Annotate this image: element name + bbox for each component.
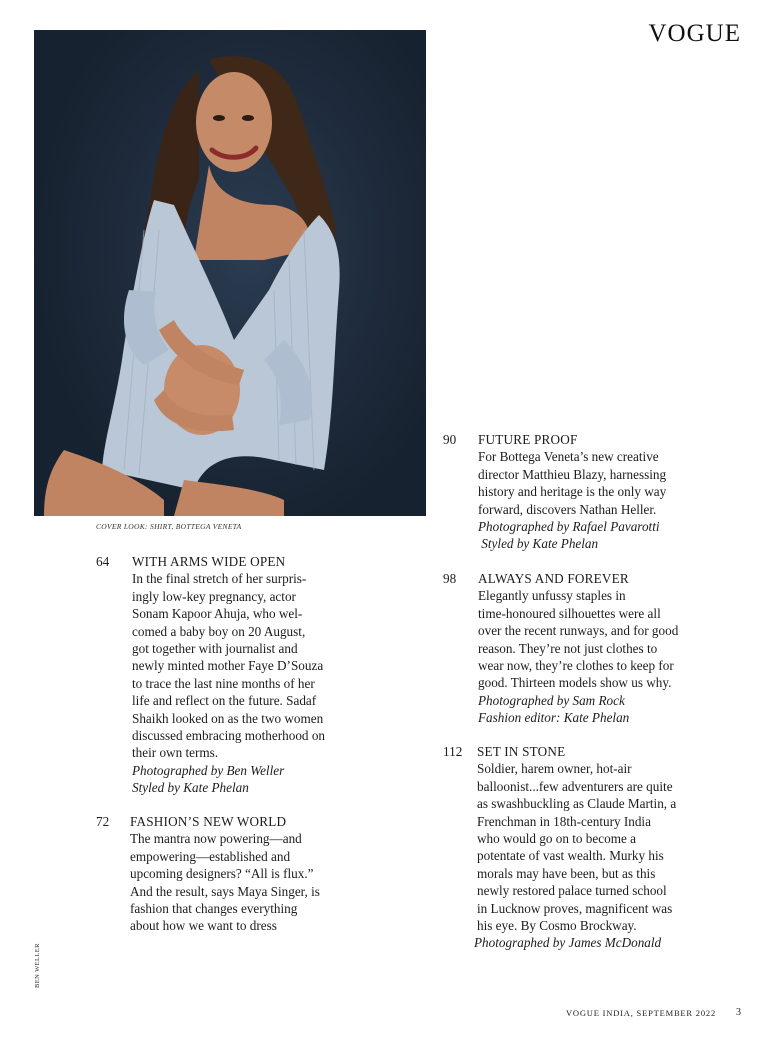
vogue-masthead: VOGUE [648, 20, 741, 47]
footer-issue: VOGUE INDIA, SEPTEMBER 2022 [565, 1008, 716, 1018]
toc-line: newly restored palace turned school [477, 883, 667, 899]
toc-line: Soldier, harem owner, hot-air [477, 761, 632, 777]
toc-page-number: 64 [96, 554, 110, 569]
toc-line: comed a baby boy on 20 August, [132, 623, 306, 639]
cover-photo [34, 30, 426, 516]
toc-line: wear now, they’re clothes to keep for [478, 658, 674, 674]
toc-line: In the final stretch of her surpris- [132, 571, 307, 587]
toc-line: director Matthieu Blazy, harnessing [478, 466, 667, 482]
toc-line: fashion that changes everything [130, 901, 298, 917]
toc-line: empowering—established and [130, 848, 291, 864]
toc-title: FUTURE PROOF [478, 432, 578, 447]
toc-line: potentate of vast wealth. Murky his [477, 848, 664, 864]
toc-line: their own terms. [132, 745, 219, 761]
toc-credit: Photographed by Sam Rock [478, 692, 625, 708]
toc-page-number: 98 [443, 571, 457, 586]
toc-credit: Styled by Kate Phelan [132, 780, 249, 796]
toc-line: For Bottega Veneta’s new creative [478, 449, 659, 465]
toc-line: history and heritage is the only way [478, 484, 667, 500]
toc-page-number: 90 [443, 432, 457, 447]
footer-page-number: 3 [736, 1007, 741, 1018]
toc-title: FASHION’S NEW WORLD [130, 814, 287, 829]
toc-page-number: 72 [96, 814, 110, 829]
toc-line: discussed embracing motherhood on [132, 728, 326, 744]
toc-line: time-honoured silhouettes were all [478, 605, 661, 621]
toc-line: Frenchman in 18th-century India [477, 813, 651, 829]
toc-line: good. Thirteen models show us why. [478, 675, 672, 691]
toc-title: ALWAYS AND FOREVER [478, 571, 629, 586]
toc-line: who would go on to become a [477, 831, 636, 847]
toc-page-number: 112 [443, 744, 463, 759]
toc-line: Sonam Kapoor Ahuja, who wel- [132, 606, 303, 622]
toc-credit: Photographed by Rafael Pavarotti [478, 519, 660, 535]
toc-line: reason. They’re not just clothes to [478, 640, 658, 656]
photo-credit: BEN WELLER [34, 943, 41, 988]
cover-caption: COVER LOOK: SHIRT, BOTTEGA VENETA [96, 522, 242, 531]
toc-line: got together with journalist and [132, 641, 298, 657]
cover-photo-illustration [34, 30, 426, 516]
toc-line: Shaikh looked on as the two women [132, 710, 324, 726]
toc-line: to trace the last nine months of her [132, 675, 315, 691]
toc-line: about how we want to dress [130, 918, 277, 934]
toc-title: SET IN STONE [477, 744, 566, 759]
toc-line: Elegantly unfussy staples in [478, 588, 626, 604]
toc-line: life and reflect on the future. Sadaf [132, 693, 317, 709]
toc-credit: Photographed by James McDonald [474, 935, 662, 951]
toc-line: balloonist...few adventurers are quite [477, 778, 673, 794]
toc-line: over the recent runways, and for good [478, 623, 679, 639]
toc-line: upcoming designers? “All is flux.” [130, 866, 314, 882]
toc-line: morals may have been, but as this [477, 865, 656, 881]
toc-line: as swashbuckling as Claude Martin, a [477, 796, 677, 812]
toc-line: forward, discovers Nathan Heller. [478, 501, 657, 517]
toc-credit: Fashion editor: Kate Phelan [478, 710, 630, 726]
toc-line: The mantra now powering—and [130, 831, 302, 847]
toc-line: in Lucknow proves, magnificent was [477, 900, 673, 916]
toc-credit: Photographed by Ben Weller [132, 762, 285, 778]
toc-title: WITH ARMS WIDE OPEN [132, 554, 286, 569]
toc-credit: Styled by Kate Phelan [478, 536, 599, 552]
toc-line: And the result, says Maya Singer, is [130, 883, 320, 899]
toc-line: ingly low-key pregnancy, actor [132, 588, 296, 604]
toc-line: newly minted mother Faye D’Souza [132, 658, 324, 674]
toc-line: his eye. By Cosmo Brockway. [477, 918, 637, 934]
